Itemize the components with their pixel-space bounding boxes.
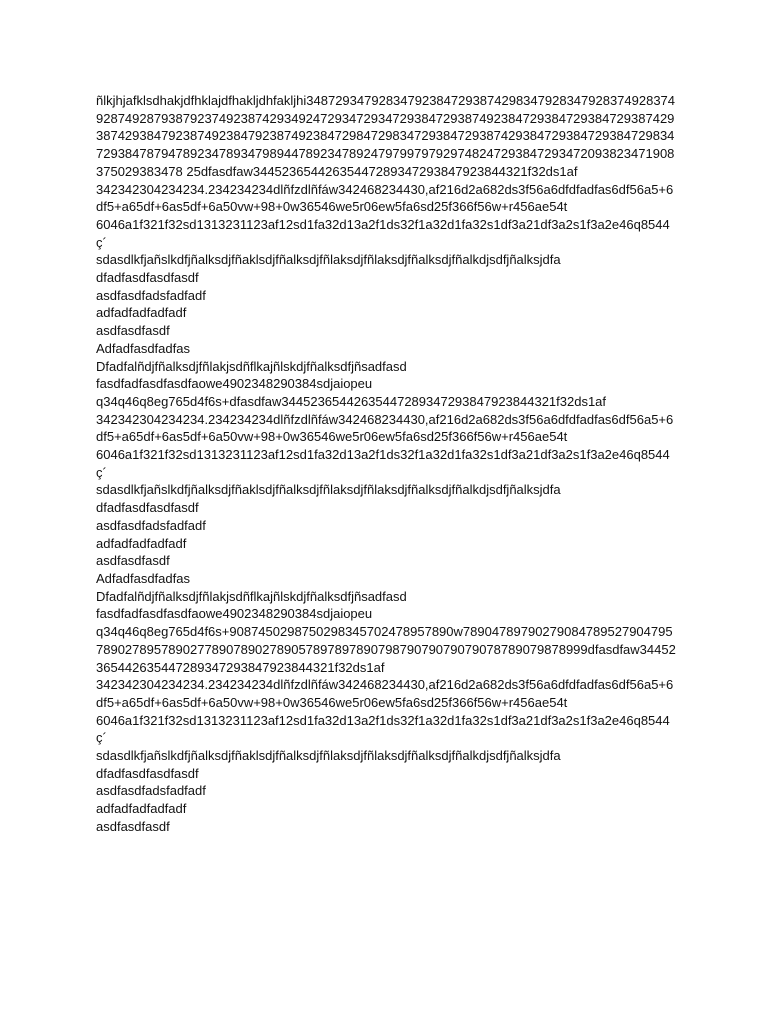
text-line: Dfadfalñdjfñalksdjfñlakjsdñflkajñlskdjfñalksdfjñsadfasd [96,588,407,604]
text-line: adfadfadfadfadf [96,305,187,321]
text-line: 342342304234234.234234234dlñfzdlñfáw342468234430,af216d2a682ds3f56a6dfdfadfas6df56a5+6df5+a65df+6as5df+6a50vw+98+0w36546we5r06ew5fa6sd25f366f56w+r456ae54t [96,411,674,445]
text-line: adfadfadfadfadf [96,801,187,817]
text-line: Dfadfalñdjfñalksdjfñlakjsdñflkajñlskdjfñalksdfjñsadfasd [96,358,407,374]
text-line: 6046a1f321f32sd1313231123af12sd1fa32d13a2f1ds32f1a32d1fa32s1df3a21df3a2s1f3a2e46q8544ç´ [96,216,670,250]
text-line: q34q46q8eg765d4f6s+dfasdfaw34452365442635447289347293847923844321f32ds1af [96,393,607,409]
text-line: asdfasdfasdf [96,553,170,569]
text-line: sdasdlkfjañslkdfjñalksdjfñaklsdjfñalksdjfñlaksdjfñlaksdjfñalksdjfñalkdjsdfjñalksjdfa [96,748,561,764]
text-line: asdfasdfasdf [96,323,170,339]
text-line: 342342304234234.234234234dlñfzdlñfáw342468234430,af216d2a682ds3f56a6dfdfadfas6df56a5+6df5+a65df+6as5df+6a50vw+98+0w36546we5r06ew5fa6sd25f366f56w+r456ae54t [96,677,674,710]
text-line: Adfadfasdfadfas [96,570,190,586]
text-line: adfadfadfadfadf [96,535,187,551]
text-line: dfadfasdfasdfasdf [96,500,199,516]
text-line: asdfasdfadsfadfadf [96,287,206,303]
text-line: dfadfasdfasdfasdf [96,270,199,286]
text-line: asdfasdfasdf [96,818,170,834]
text-line: 6046a1f321f32sd1313231123af12sd1fa32d13a2f1ds32f1a32d1fa32s1df3a21df3a2s1f3a2e46q8544ç´ [96,447,670,480]
text-line: 342342304234234.234234234dlñfzdlñfáw342468234430,af216d2a682ds3f56a6dfdfadfas6df56a5+6df5+a65df+6as5df+6a50vw+98+0w36546we5r06ew5fa6sd25f366f56w+r456ae54t [96,181,674,215]
text-line: sdasdlkfjañslkdfjñalksdjfñaklsdjfñalksdjfñlaksdjfñlaksdjfñalksdjfñalkdjsdfjñalksjdfa [96,252,561,268]
text-line: q34q46q8eg765d4f6s+9087450298750298345702478957890w7890478979027908478952790479578902789578902778907890278905789789789079879079079079078789079878999dfasdfaw34452365442635447289347293847923844321f32ds1af [96,624,676,675]
text-line: fasdfadfasdfasdfaowe4902348290384sdjaiopeu [96,376,373,392]
text-line: sdasdlkfjañslkdfjñalksdjfñaklsdjfñalksdjfñlaksdjfñlaksdjfñalksdjfñalkdjsdfjñalksjdfa [96,482,561,498]
text-line: Adfadfasdfadfas [96,340,190,356]
text-line: fasdfadfasdfasdfaowe4902348290384sdjaiopeu [96,606,373,622]
text-line: asdfasdfadsfadfadf [96,783,206,799]
text-line: dfadfasdfasdfasdf [96,765,199,781]
text-line: 6046a1f321f32sd1313231123af12sd1fa32d13a2f1ds32f1a32d1fa32s1df3a21df3a2s1f3a2e46q8544ç´ [96,712,670,746]
document-body-text [96,92,676,836]
text-line: ñlkjhjafklsdhakjdfhklajdfhakljdhfakljhi348729347928347923847293874298347928347928374928374928749287938792374923874293492472934729347293847293874923847293847293847293874293874293847923874923847923874923847298472983472938472938742938472938472938472983472938478794789234789347989447892347892479799797929748247293847293472093823471908375029383478 25dfasdfaw34452365442635447289347293847923844321f32ds1af [96,93,676,179]
text-line: asdfasdfadsfadfadf [96,517,206,533]
